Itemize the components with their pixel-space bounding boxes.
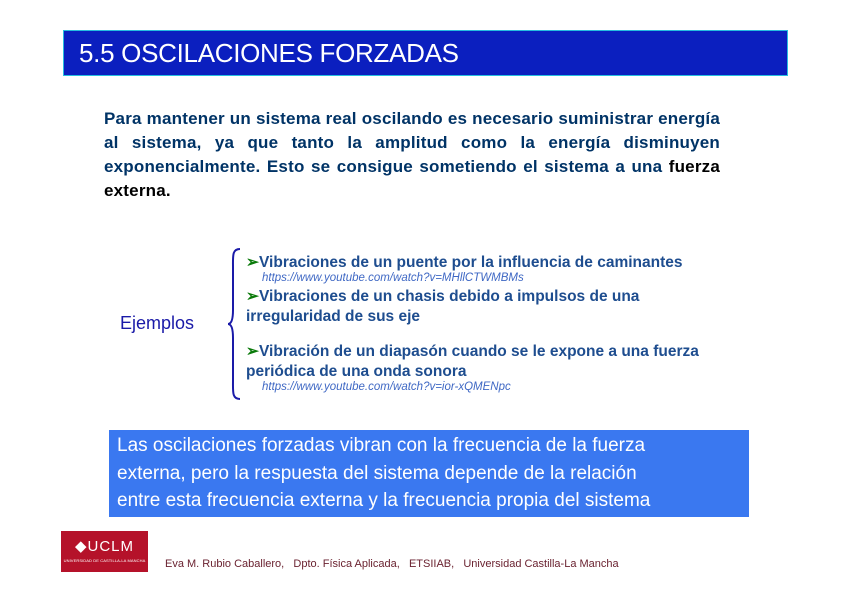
example-line: periódica de una onda sonora (246, 363, 467, 380)
example-line: irregularidad de sus eje (246, 308, 421, 325)
logo-sub-text: UNIVERSIDAD DE CASTILLA-LA MANCHA (63, 558, 146, 563)
intro-text: Para mantener un sistema real oscilando es necesario suministrar energía al sistema, ya que tanto la amplitud como la energía disminuyen exponencialmente. Esto se consigue sometiendo el sistema a una (104, 109, 720, 176)
page-title: 5.5 OSCILACIONES FORZADAS (79, 38, 459, 68)
uclm-logo (61, 531, 148, 572)
arrow-bullet-icon: ➢ (246, 343, 259, 360)
logo-main-text: ◆UCLM (74, 538, 135, 555)
intro-paragraph (104, 107, 720, 203)
arrow-bullet-icon: ➢ (246, 288, 259, 305)
curly-brace-icon (228, 248, 242, 400)
title-bar (63, 30, 788, 76)
example-link-3[interactable]: https://www.youtube.com/watch?v=ior-xQMENpc (262, 381, 511, 393)
example-item-2 (246, 287, 639, 327)
example-line: Vibraciones de un chasis debido a impulsos de una (259, 288, 640, 305)
conclusion-text: Las oscilaciones forzadas vibran con la frecuencia de la fuerza externa, pero la respuesta del sistema depende de la relación entre esta frecuencia externa y la frecuencia propia del sistema (117, 435, 651, 511)
example-line: Vibraciones de un puente por la influencia de caminantes (259, 254, 683, 271)
example-line: Vibración de un diapasón cuando se le expone a una fuerza (259, 343, 699, 360)
intro-end: . (165, 181, 171, 200)
example-item-1 (246, 253, 683, 273)
footer-credit: Eva M. Rubio Caballero, Dpto. Física Aplicada, ETSIIAB, Universidad Castilla-La Mancha (165, 558, 619, 570)
conclusion-box (109, 430, 749, 517)
examples-label: Ejemplos (120, 313, 195, 333)
arrow-bullet-icon: ➢ (246, 254, 259, 271)
example-item-3 (246, 342, 699, 382)
intro-highlight: fuerza externa (104, 157, 720, 200)
example-link-1[interactable]: https://www.youtube.com/watch?v=MHllCTWMBMs (262, 272, 524, 284)
